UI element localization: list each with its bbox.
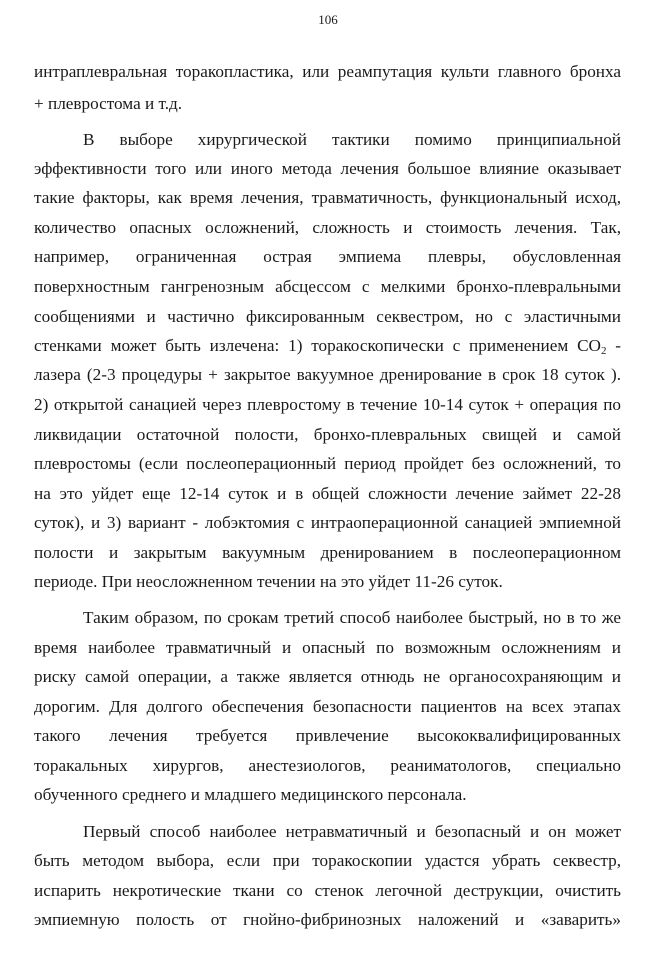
text-line: Первый способ наиболее нетравматичный и безопасный и он может: [83, 822, 621, 841]
text-line: интраплевральная торакопластика, или реампутация культи главного бронха: [34, 62, 621, 81]
text-line: торакальных хирургов, анестезиологов, реаниматологов, специально: [34, 756, 621, 775]
text-line: такие факторы, как время лечения, травматичность, функциональный исход,: [34, 188, 621, 207]
text-line: поверхностным гангренозным абсцессом с мелкими бронхо-плевральными: [34, 277, 621, 296]
text-line: количество опасных осложнений, сложность и стоимость лечения. Так,: [34, 218, 621, 237]
text-line: полости и закрытым вакуумным дренированием в послеоперационном: [34, 543, 621, 562]
text-line: эмпиемную полость от гнойно-фибринозных наложений и «заварить»: [34, 910, 621, 929]
text-line: плевростомы (если послеоперационный период пройдет без осложнений, то: [34, 454, 621, 473]
text-line: 2) открытой санацией через плевростому в течение 10-14 суток + операция по: [34, 395, 621, 414]
text-segment: стенками может быть излечена: 1) торакоскопически с применением CO: [34, 336, 601, 355]
text-line: на это уйдет еще 12-14 суток и в общей сложности лечение займет 22-28: [34, 484, 621, 503]
text-line: эффективности того или иного метода лечения большое влияние оказывает: [34, 159, 621, 178]
text-line: + плевростома и т.д.: [34, 94, 183, 113]
page-number: 106: [318, 12, 338, 27]
text-line: обученного среднего и младшего медицинского персонала.: [34, 785, 467, 804]
text-line: испарить некротические ткани со стенок легочной деструкции, очистить: [34, 881, 621, 900]
text-line: быть методом выбора, если при торакоскопии удастся убрать секвестр,: [34, 851, 621, 870]
text-line: ликвидации остаточной полости, бронхо-плевральных свищей и самой: [34, 425, 621, 444]
text-line: время наиболее травматичный и опасный по возможным осложнениям и: [34, 638, 621, 657]
text-line: лазера (2-3 процедуры + закрытое вакуумное дренирование в срок 18 суток ).: [34, 365, 621, 384]
text-segment: -: [606, 336, 621, 355]
text-line: риску самой операции, а также является отнюдь не органосохраняющим и: [34, 667, 621, 686]
text-line: В выборе хирургической тактики помимо принципиальной: [83, 130, 621, 149]
text-line: суток), и 3) вариант - лобэктомия с интраоперационной санацией эмпиемной: [34, 513, 621, 532]
text-line: дорогим. Для долгого обеспечения безопасности пациентов на всех этапах: [34, 697, 621, 716]
text-line: [34, 334, 621, 358]
text-line: например, ограниченная острая эмпиема плевры, обусловленная: [34, 247, 621, 266]
text-line: сообщениями и частично фиксированным секвестром, но с эластичными: [34, 307, 621, 326]
subscript: 2: [600, 345, 607, 357]
text-line: периоде. При неосложненном течении на это уйдет 11-26 суток.: [34, 572, 503, 591]
text-line: Таким образом, по срокам третий способ наиболее быстрый, но в то же: [83, 608, 621, 627]
text-line: такого лечения требуется привлечение высококвалифицированных: [34, 726, 621, 745]
